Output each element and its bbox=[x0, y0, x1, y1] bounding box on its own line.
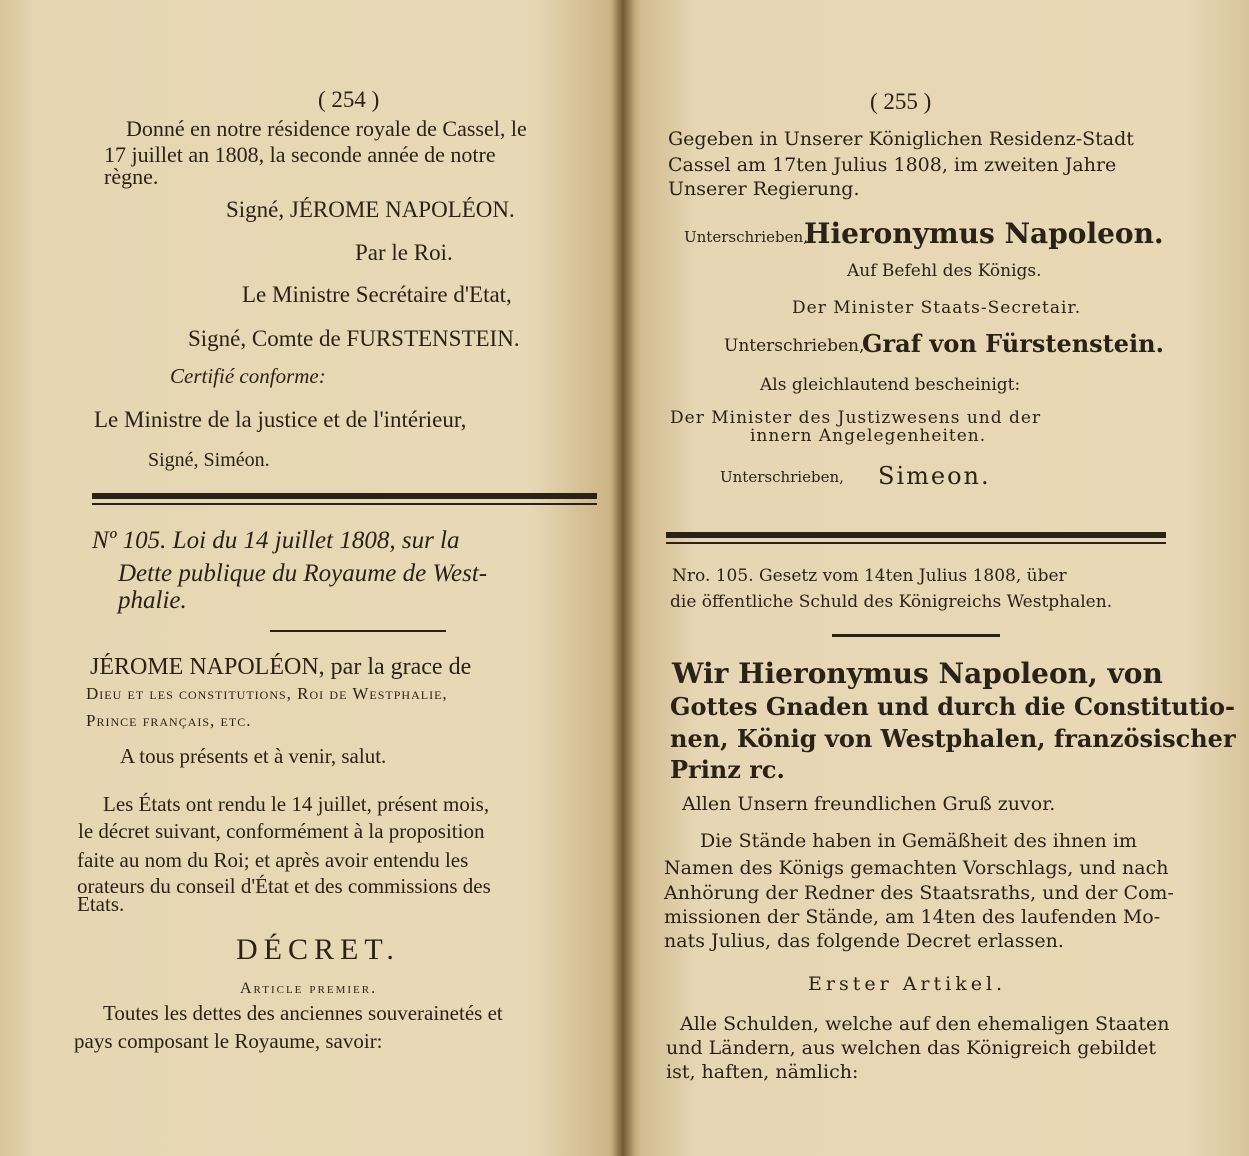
closing-line: Cassel am 17ten Julius 1808, im zweiten Jahre bbox=[668, 154, 1117, 176]
article-title: Article premier. bbox=[240, 980, 378, 997]
preamble-line: JÉROME NAPOLÉON, par la grace de bbox=[90, 654, 472, 680]
intro-line: nats Julius, das folgende Decret erlassen. bbox=[664, 930, 1064, 952]
justice-minister: Der Minister des Justizwesens und der bbox=[670, 408, 1042, 428]
certified-line: Als gleichlautend bescheinigt: bbox=[760, 375, 1021, 395]
law-heading: die öffentliche Schuld des Königreichs Westphalen. bbox=[670, 592, 1113, 612]
law-heading: Nro. 105. Gesetz vom 14ten Julius 1808, über bbox=[672, 566, 1067, 586]
signed-simeon-name: Simeon. bbox=[878, 462, 991, 490]
left-page bbox=[0, 0, 622, 1156]
minister-title: Der Minister Staats-Secretair. bbox=[792, 298, 1082, 318]
preamble-line: Dieu et les constitutions, Roi de Westphalie, bbox=[86, 684, 448, 703]
signed-king-name: Hieronymus Napoleon. bbox=[804, 217, 1164, 250]
intro-line: orateurs du conseil d'État et des commissions des bbox=[77, 874, 491, 898]
auf-befehl: Auf Befehl des Königs. bbox=[847, 261, 1042, 281]
intro-line: Etats. bbox=[77, 892, 125, 916]
salutation: Allen Unsern freundlichen Gruß zuvor. bbox=[682, 793, 1056, 815]
law-heading: phalie. bbox=[118, 587, 187, 614]
article-line: ist, haften, nämlich: bbox=[666, 1061, 859, 1083]
certified-line: Certifié conforme: bbox=[170, 364, 326, 388]
page-number: ( 255 ) bbox=[870, 89, 932, 114]
article-line: und Ländern, aus welchen das Königreich gebildet bbox=[666, 1037, 1156, 1059]
law-heading: Nº 105. Loi du 14 juillet 1808, sur la bbox=[92, 527, 460, 554]
preamble-line: nen, König von Westphalen, französischer bbox=[670, 724, 1236, 753]
signed-label: Unterschrieben, bbox=[720, 468, 844, 486]
preamble-line: Prince français, etc. bbox=[86, 711, 252, 730]
article-line: Toutes les dettes des anciennes souverainetés et bbox=[103, 1001, 503, 1025]
salutation: A tous présents et à venir, salut. bbox=[120, 744, 387, 768]
intro-line: le décret suivant, conformément à la proposition bbox=[78, 819, 485, 843]
article-title: Erster Artikel. bbox=[808, 973, 1007, 995]
signed-minister: Signé, Comte de FURSTENSTEIN. bbox=[188, 326, 520, 351]
signed-minister-name: Graf von Fürstenstein. bbox=[862, 329, 1164, 358]
intro-line: Anhörung der Redner des Staatsraths, und der Com- bbox=[664, 882, 1174, 904]
closing-line: 17 juillet an 1808, la seconde année de notre bbox=[104, 142, 496, 167]
closing-line: Donné en notre résidence royale de Cassel, le bbox=[126, 116, 527, 141]
preamble-line: Prinz rc. bbox=[670, 755, 785, 784]
short-rule bbox=[270, 630, 446, 632]
preamble-line: Gottes Gnaden und durch die Constitutio- bbox=[670, 692, 1235, 721]
decree-title: DÉCRET. bbox=[236, 933, 400, 966]
signed-label: Unterschrieben, bbox=[724, 336, 865, 356]
intro-line: Die Stände haben in Gemäßheit des ihnen im bbox=[700, 830, 1137, 852]
minister-title: Le Ministre Secrétaire d'Etat, bbox=[242, 282, 512, 307]
book-gutter bbox=[612, 0, 634, 1156]
intro-line: Namen des Königs gemachten Vorschlags, und nach bbox=[664, 857, 1169, 879]
signed-king: Signé, JÉROME NAPOLÉON. bbox=[226, 197, 515, 222]
section-rule-thin bbox=[92, 503, 597, 505]
section-rule-thick bbox=[666, 532, 1166, 538]
closing-line: Gegeben in Unserer Königlichen Residenz-Stadt bbox=[668, 128, 1134, 150]
justice-minister: Le Ministre de la justice et de l'intérieur, bbox=[94, 407, 467, 432]
page-number: ( 254 ) bbox=[318, 87, 380, 112]
par-le-roi: Par le Roi. bbox=[355, 240, 453, 265]
section-rule-thick bbox=[92, 493, 597, 499]
article-line: Alle Schulden, welche auf den ehemaligen Staaten bbox=[680, 1013, 1170, 1035]
closing-line: Unserer Regierung. bbox=[668, 178, 860, 200]
law-heading: Dette publique du Royaume de West- bbox=[118, 560, 488, 587]
article-line: pays composant le Royaume, savoir: bbox=[74, 1029, 383, 1053]
signed-label: Unterschrieben, bbox=[684, 228, 808, 246]
intro-line: faite au nom du Roi; et après avoir entendu les bbox=[77, 848, 469, 872]
section-rule-thin bbox=[666, 542, 1166, 544]
preamble-line: Wir Hieronymus Napoleon, von bbox=[672, 657, 1163, 690]
justice-minister: innern Angelegenheiten. bbox=[750, 426, 987, 446]
intro-line: Les États ont rendu le 14 juillet, présent mois, bbox=[103, 792, 490, 816]
short-rule bbox=[832, 634, 1000, 637]
signed-simeon: Signé, Siméon. bbox=[148, 449, 270, 471]
intro-line: missionen der Stände, am 14ten des laufenden Mo- bbox=[664, 906, 1161, 928]
closing-line: règne. bbox=[104, 164, 159, 189]
right-page bbox=[622, 0, 1249, 1156]
